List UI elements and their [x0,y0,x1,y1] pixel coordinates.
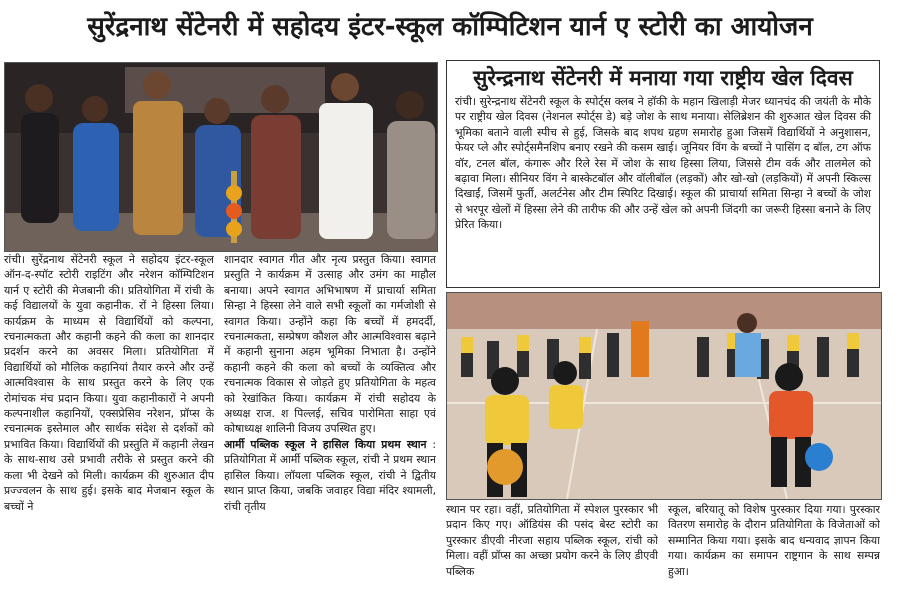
article1-column1: रांची। सुरेंद्रनाथ सेंटेनरी स्कूल ने सहोदय इंटर-स्कूल ऑन-द-स्पॉट स्टोरी राइटिंग और नरेशन कॉम्पिटिशन यार्न ए स्टोरी की मेजबानी की। प्रतियोगिता में रांची के कई विद्यालयों के युवा कहानीक. रों ने हिस्सा लिया। कार्यक्रम के माध्यम से विद्यार्थियों को कल्पना, रचनात्मकता और कहानी कहने की कला का शानदार प्रदर्शन करने का अवसर मिला। प्रतियोगिता में विद्यार्थियों को मौलिक कहानियां तैयार करने और उन्हें आत्मविश्वास के साथ प्रस्तुत करने के लिए एक रोमांचक मंच प्रदान किया। युवा कहानीकारों ने अपनी कल्पनाशील कहानियों, एक्सप्रेसिव नरेशन, प्रॉप्स के रचनात्मक इस्तेमाल और सार्थक संदेश से दर्शकों को प्रभावित किया। विद्यार्थियों की प्रस्तुति में कहानी लेखन के साथ-साथ उसे प्रभावी तरीके से प्रस्तुत करने की कला भी देखने को मिली। कार्यक्रम की शुरुआत दीप प्रज्ज्वलन के साथ हुई। इसके बाद मेजबान स्कूल के बच्चों ने [4,253,214,513]
article1-subheading: आर्मी पब्लिक स्कूल ने हासिल किया प्रथम स्थान [224,437,427,451]
headline: सुरेंद्रनाथ सेंटेनरी में सहोदय इंटर-स्कूल कॉम्पिटिशन यार्न ए स्टोरी का आयोजन [87,12,813,42]
article1-column4: स्कूल, बरियातू को विशेष पुरस्कार दिया गया। पुरस्कार वितरण समारोह के दौरान प्रतियोगिता के विजेताओं को सम्मानित किया गया। इसके बाद धन्यवाद ज्ञापन किया गया। कार्यक्रम का समापन राष्ट्रगान के साथ सम्पन्न हुआ। [668,503,880,578]
event-photo-guests [4,62,438,252]
article1-column2 [224,252,436,598]
sports-day-title: सुरेन्द्रनाथ सेंटेनरी में मनाया गया राष्ट्रीय खेल दिवस [473,66,853,90]
sports-day-photo [446,292,882,500]
sports-day-article [446,60,880,288]
article1-column2-text: शानदार स्वागत गीत और नृत्य प्रस्तुत किया। स्वागत प्रस्तुति ने कार्यक्रम में उत्साह और उमंग का माहौल बनाया। अपने स्वागत अभिभाषण में प्राचार्या समिता सिन्हा ने हिस्सा लेने वाले सभी स्कूलों का गर्मजोशी से स्वागत किया। उन्होंने कहा कि बच्चों में हमदर्दी, रचनात्मकता, सम्प्रेषण कौशल और आत्मविश्वास बढ़ाने में कहानी सुनाना अहम भूमिका निभाता है। उन्होंने कहानी कहने की कला को बच्चों के व्यक्तित्व और रचनात्मक विकास से जोड़ते हुए प्रतियोगिता के महत्व को रेखांकित किया। कार्यक्रम में रांची सहोदय के अध्यक्ष राज. श पिल्लई, सचिव पारोमिता साहा एवं कोषाध्यक्ष शालिनी विजय उपस्थित हुए। [224,253,436,436]
article1-column3: स्थान पर रहा। वहीं, प्रतियोगिता में स्पेशल पुरस्कार भी प्रदान किए गए। ऑडियंस की पसंद बेस्ट स्टोरी का पुरस्कार डीएवी नीरजा सहाय पब्लिक स्कूल, रांची को मिला। वहीं प्रॉप्स का अच्छा प्रयोग करने के लिए डीएवी पब्लिक [446,503,658,578]
sports-day-body: रांची। सुरेन्द्रनाथ सेंटेनरी स्कूल के स्पोर्ट्स क्लब ने हॉकी के महान खिलाड़ी मेजर ध्यानचंद की जयंती के मौके पर राष्ट्रीय खेल दिवस (नेशनल स्पोर्ट्स डे) बड़े जोश के साथ मनाया। सेलिब्रेशन की शुरुआत खेल दिवस की भूमिका बताने वाली स्पीच से हुई, जिसके बाद शपथ ग्रहण समारोह हुआ जिसमें विद्यार्थियों ने अनुशासन, फेयर प्ले और स्पोर्ट्समैनशिप बनाए रखने की कसम खाई। जूनियर विंग के बच्चों ने पासिंग द बॉल, टग ऑफ वॉर, टनल बॉल, कंगारू और रिले रेस में जोश के साथ हिस्सा लिया, जिससे टीम वर्क और तालमेल को बढ़ावा मिला। सीनियर विंग ने बास्केटबॉल और वॉलीबॉल (लड़कों) और खो-खो (लड़कियों) में अपनी स्किल्स दिखाईं, जिसमें फुर्ती, अलर्टनेस और टीम स्पिरिट दिखाई। स्कूल की प्राचार्या समिता सिन्हा ने बच्चों के जोश से भरपूर खेलों में हिस्सा लेने की तारीफ की और उन्हें खेल को अपनी जिंदगी का जरूरी हिस्सा बनाने के लिए प्रेरित किया। [455,95,871,232]
article1-column2-continued: : प्रतियोगिता में आर्मी पब्लिक स्कूल, रांची ने प्रथम स्थान हासिल किया। लॉयला पब्लिक स्कूल, रांची ने द्वितीय स्थान प्राप्त किया, जबकि जवाहर विद्या मंदिर श्यामली, रांची तृतीय [224,437,436,513]
